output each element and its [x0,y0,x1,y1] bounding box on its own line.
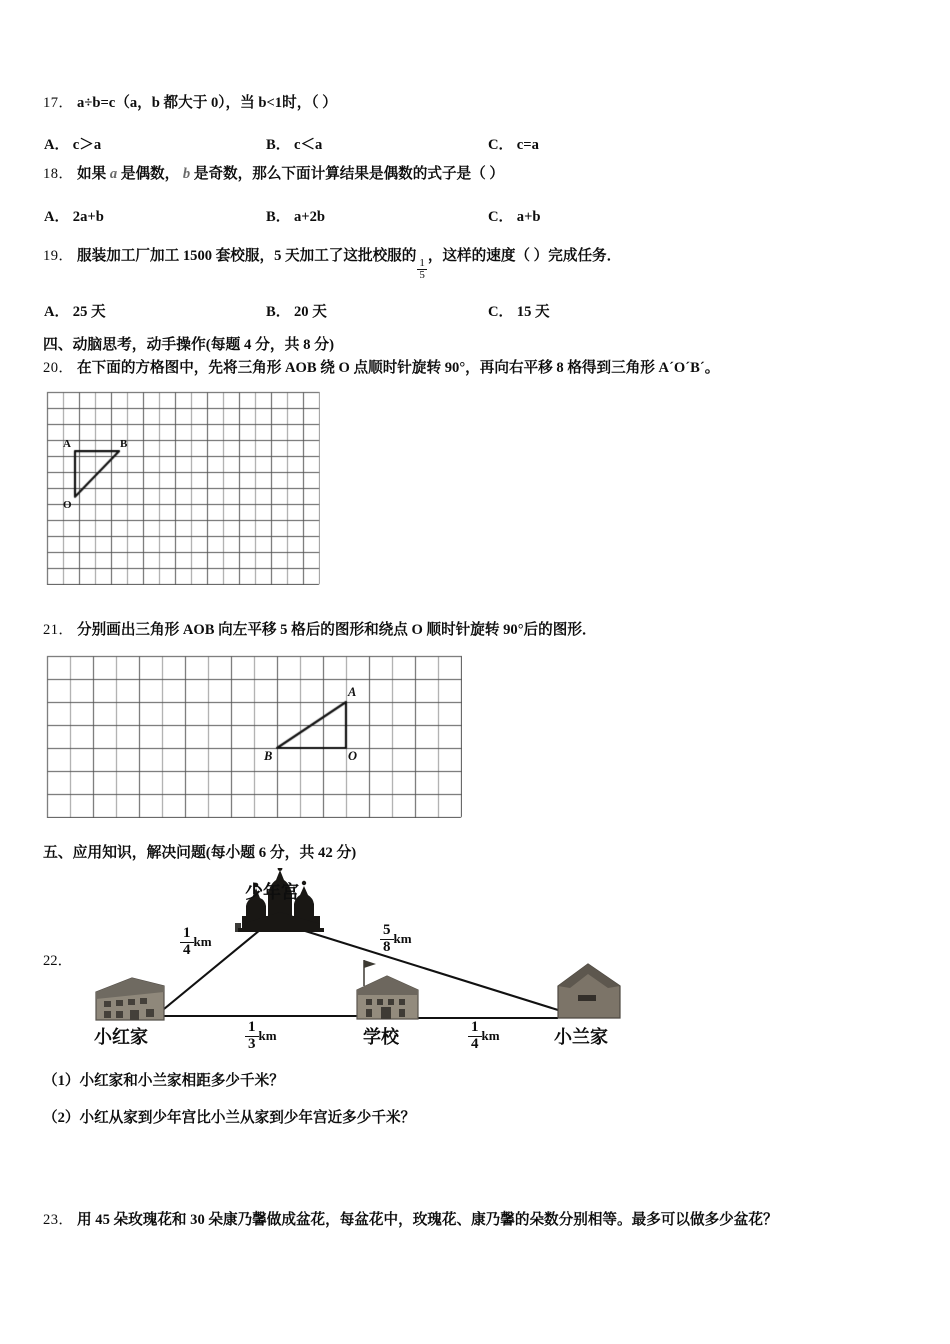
question-19-stem-part1: 服装加工厂加工 1500 套校服，5 天加工了这批校服的 [77,248,417,264]
house-icon-xiaohong [96,978,164,1020]
question-19-number: 19． [43,248,74,264]
question-20 [43,360,719,378]
question-17-stem: a÷b=c（a，b 都大于 0），当 b<1时，（ ） [77,95,337,111]
distance-school-xiaolan [468,1020,500,1053]
option-text: c＜a [293,137,323,153]
fraction [468,1020,482,1053]
fraction-denominator: 4 [468,1036,482,1053]
question-19 [43,248,621,281]
fraction [245,1020,259,1053]
fraction [380,923,394,956]
question-18-option-a[interactable] [44,205,104,226]
question-18-option-c[interactable] [488,205,541,226]
vertex-label-a: A [63,438,71,451]
question-18 [43,166,504,184]
question-18-number: 18． [43,166,74,182]
question-20-number: 20． [43,360,74,376]
vertex-label-b: B [264,749,273,763]
option-text: c=a [516,137,539,153]
option-text: c＞a [72,137,102,153]
fraction-denominator: 4 [180,942,194,959]
question-17-option-b[interactable] [266,133,322,154]
window [578,995,596,1001]
section-five-heading: 五、应用知识，解决问题(每小题 6 分，共 42 分) [43,845,357,861]
question-21 [43,622,597,640]
edge-palace-xiaolan [302,930,558,1010]
question-22-sub-1: （1）小红家和小兰家相距多少千米？ [43,1073,284,1089]
fraction-numerator: 1 [248,1019,256,1035]
fraction-one-fifth [417,258,427,281]
question-18-stem-part3: 是奇数，那么下面计算结果是偶数的式子是（ ） [193,166,504,182]
option-text: a+2b [293,209,326,225]
question-18-option-b[interactable] [266,205,325,226]
distance-xiaohong-school [245,1020,277,1053]
question-21-number: 21． [43,622,74,638]
fraction-numerator: 5 [383,922,391,938]
question-18-stem-part2: 是偶数， [120,166,180,182]
question-19-option-b[interactable] [266,300,327,321]
option-text: a+b [516,209,541,225]
label-xiaolan: 小兰家 [554,1027,608,1048]
vertex-label-o: O [348,749,358,763]
fraction-numerator: 1 [471,1019,479,1035]
option-text: 2a+b [72,209,104,225]
label-xiaohong: 小红家 [94,1027,148,1048]
option-label: C． [488,137,514,153]
fraction-numerator: 1 [419,257,425,270]
question-22-sub-2: （2）小红从家到少年宫比小兰从家到少年宫近多少千米？ [43,1110,416,1126]
flag-icon [364,960,376,968]
question-23-stem: 用 45 朵玫瑰花和 30 朵康乃馨做成盆花，每盆花中，玫瑰花、康乃馨的朵数分别相等。最多可以做多少盆花？ [77,1212,778,1228]
option-label: A． [44,304,70,320]
fraction-denominator: 5 [419,269,425,282]
option-label: B． [266,137,291,153]
question-17-option-c[interactable] [488,133,539,154]
question-17-option-a[interactable] [44,133,101,154]
unit: km [193,933,212,949]
house-icon-xiaolan [558,964,620,1018]
option-label: B． [266,304,291,320]
section-four-heading: 四、动脑思考，动手操作(每题 4 分，共 8 分) [43,337,334,353]
distance-xiaohong-palace [180,926,212,959]
question-21-stem: 分别画出三角形 AOB 向左平移 5 格后的图形和绕点 O 顺时针旋转 90°后的图形． [77,622,597,638]
option-text: 20 天 [293,304,327,320]
fraction-denominator: 8 [380,939,394,956]
question-19-stem-part2: ，这样的速度（ ）完成任务． [427,248,622,264]
vertex-label-b: B [120,438,128,451]
question-23-number: 23． [43,1212,74,1228]
fraction-denominator: 3 [245,1036,259,1053]
option-label: A． [44,209,70,225]
label-school: 学校 [363,1027,399,1048]
option-label: B． [266,209,291,225]
option-text: 25 天 [72,304,106,320]
question-22-number: 22． [43,953,73,969]
question-20-grid-figure [46,391,320,585]
unit: km [393,930,412,946]
variable-b: b [182,166,191,182]
question-21-grid-figure [46,655,462,818]
vertex-label-a: A [348,685,357,699]
option-label: C． [488,304,514,320]
question-18-stem-part1: 如果 [77,166,107,182]
question-17-number: 17． [43,95,74,111]
label-palace: 少年宫 [245,882,299,903]
fraction [180,926,194,959]
question-23 [43,1212,778,1230]
option-label: C． [488,209,514,225]
unit: km [258,1027,277,1043]
fraction-numerator: 1 [183,925,191,941]
unit: km [481,1027,500,1043]
option-label: A． [44,137,70,153]
edge-xiaohong-palace [164,930,260,1009]
school-icon [357,960,418,1019]
question-19-option-a[interactable] [44,300,106,321]
vertex-label-o: O [63,498,72,511]
question-17 [43,95,337,113]
question-20-stem: 在下面的方格图中，先将三角形 AOB 绕 O 点顺时针旋转 90°，再向右平移 8 格得到三角形 A´O´B´。 [77,360,720,376]
question-19-option-c[interactable] [488,300,550,321]
variable-a: a [109,166,118,182]
option-text: 15 天 [516,304,550,320]
question-22-diagram [80,868,640,1058]
distance-palace-xiaolan [380,923,412,956]
